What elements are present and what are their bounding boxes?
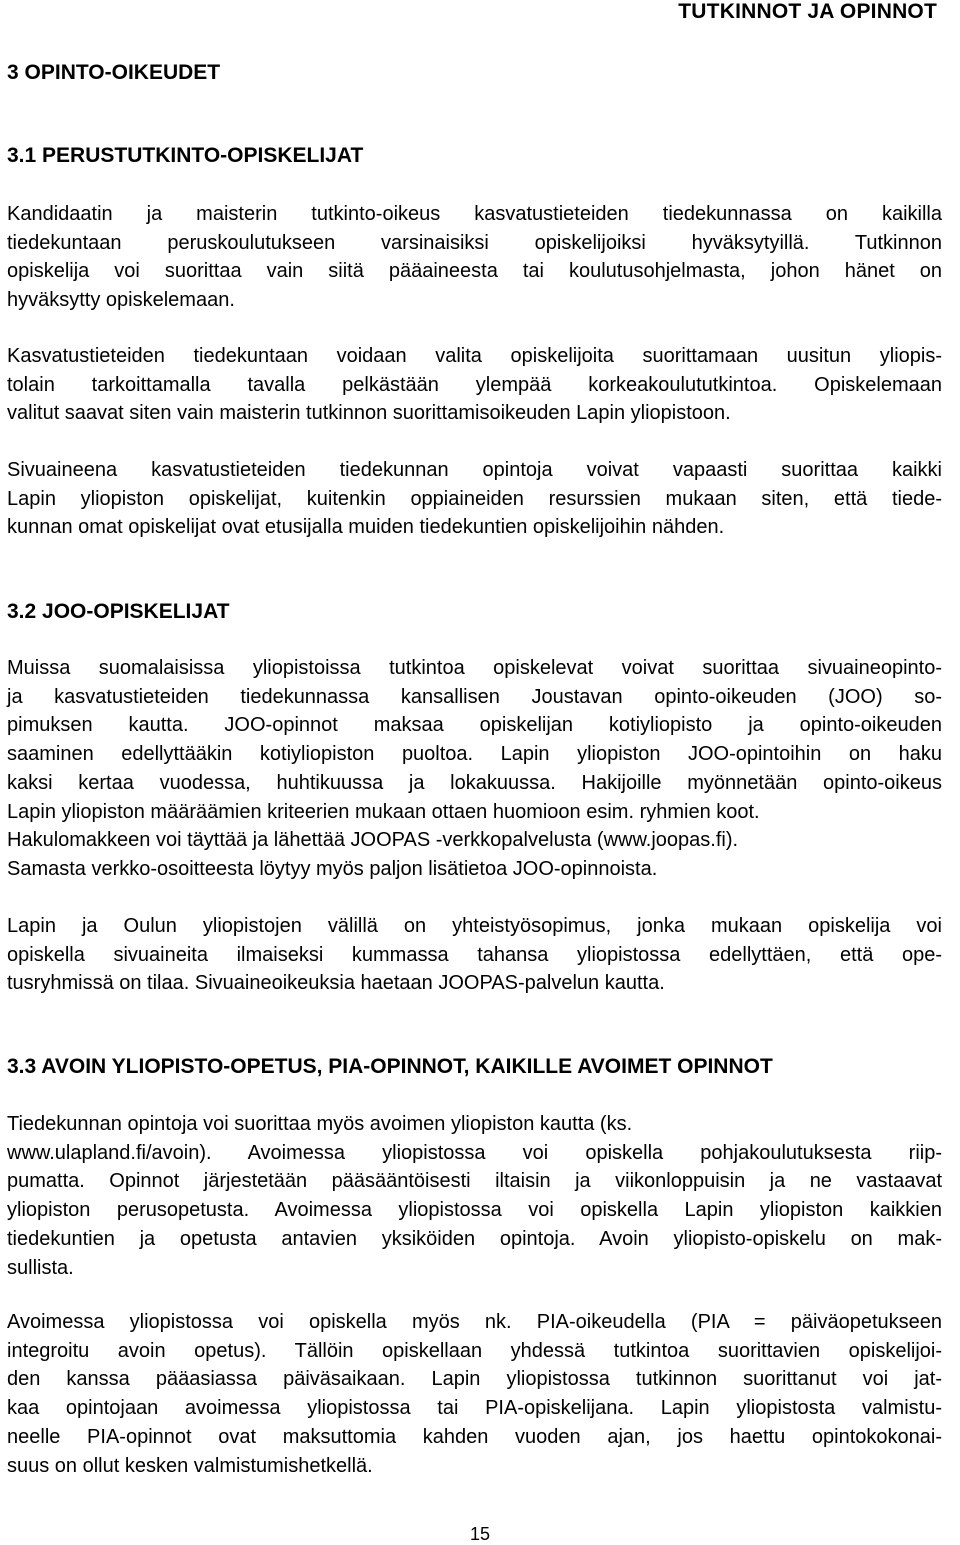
text-line: integroitu avoin opetus). Tällöin opiskellaan yhdessä tutkintoa suorittavien opiskelijoi- [7,1339,942,1362]
section-heading: 3.3 AVOIN YLIOPISTO-OPETUS, PIA-OPINNOT, KAIKILLE AVOIMET OPINNOT [7,1055,773,1078]
text-line: www.ulapland.fi/avoin). Avoimessa yliopistossa voi opiskella pohjakoulutuksesta riip- [7,1141,942,1164]
text-line: ja kasvatustieteiden tiedekunnassa kansallisen Joustavan opinto-oikeuden (JOO) so- [7,685,942,708]
text-line: Hakulomakkeen voi täyttää ja lähettää JOOPAS -verkkopalvelusta (www.joopas.fi). [7,829,739,852]
text-line: valitut saavat siten vain maisterin tutkinnon suorittamisoikeuden Lapin yliopistoon. [7,402,731,425]
text-line: den kanssa pääasiassa päiväsaikaan. Lapin yliopistossa tutkinnon suorittanut voi jat- [7,1368,942,1391]
text-line: yliopiston perusopetusta. Avoimessa yliopistossa voi opiskella Lapin yliopiston kaikkien [7,1199,942,1222]
running-header: TUTKINNOT JA OPINNOT [678,0,937,23]
text-line: tusryhmissä on tilaa. Sivuaineoikeuksia haetaan JOOPAS-palvelun kautta. [7,972,665,995]
text-line: kaksi kertaa vuodessa, huhtikuussa ja lokakuussa. Hakijoille myönnetään opinto-oikeus [7,771,942,794]
text-line: saaminen edellyttääkin kotiyliopiston puoltoa. Lapin yliopiston JOO-opintoihin on haku [7,743,942,766]
text-line: Kasvatustieteiden tiedekuntaan voidaan valita opiskelijoita suorittamaan uusitun yliopis- [7,345,942,367]
section-heading: 3.2 JOO-OPISKELIJAT [7,600,230,623]
text-line: Kandidaatin ja maisterin tutkinto-oikeus kasvatustieteiden tiedekunnassa on kaikilla [7,203,942,225]
text-line: suus on ollut kesken valmistumishetkellä. [7,1454,373,1477]
text-line: tiedekuntien ja opetusta antavien yksiköiden opintoja. Avoin yliopisto-opiskelu on mak- [7,1227,942,1250]
text-line: Samasta verkko-osoitteesta löytyy myös paljon lisätietoa JOO-opinnoista. [7,857,658,880]
section-heading: 3.1 PERUSTUTKINTO-OPISKELIJAT [7,144,364,167]
text-line: hyväksytty opiskelemaan. [7,289,235,312]
paragraph [7,1308,942,1480]
text-line: pumatta. Opinnot järjestetään pääsääntöisesti iltaisin ja viikonloppuisin ja ne vastaavat [7,1170,942,1193]
text-line: tolain tarkoittamalla tavalla pelkästään ylempää korkeakoulututkintoa. Opiskelemaan [7,373,942,396]
chapter-title: 3 OPINTO-OIKEUDET [7,61,221,84]
text-line: opiskella sivuaineita ilmaiseksi kummassa tahansa yliopistossa edellyttäen, että ope- [7,943,942,966]
text-line: pimuksen kautta. JOO-opinnot maksaa opiskelijan kotiyliopisto ja opinto-oikeuden [7,714,942,737]
text-line: sullista. [7,1256,74,1279]
page-number: 15 [469,1524,491,1544]
text-line: Lapin yliopiston määräämien kriteerien mukaan ottaen huomioon esim. ryhmien koot. [7,800,760,823]
text-line: Muissa suomalaisissa yliopistoissa tutkintoa opiskelevat voivat suorittaa sivuaineopinto- [7,657,942,679]
text-line: Avoimessa yliopistossa voi opiskella myös nk. PIA-oikeudella (PIA = päiväopetukseen [7,1311,942,1333]
paragraph [7,456,942,542]
paragraph [7,200,942,315]
text-line: neelle PIA-opinnot ovat maksuttomia kahden vuoden ajan, jos haettu opintokokonai- [7,1425,942,1448]
text-line: kaa opintojaan avoimessa yliopistossa tai PIA-opiskelijana. Lapin yliopistosta valmistu- [7,1397,942,1420]
text-line: opiskelija voi suorittaa vain siitä pääaineesta tai koulutusohjelmasta, johon hänet on [7,260,942,283]
text-line: kunnan omat opiskelijat ovat etusijalla muiden tiedekuntien opiskelijoihin nähden. [7,516,725,539]
text-line: Sivuaineena kasvatustieteiden tiedekunnan opintoja voivat vapaasti suorittaa kaikki [7,459,942,481]
text-line: Lapin yliopiston opiskelijat, kuitenkin oppiaineiden resurssien mukaan siten, että tiede- [7,487,942,510]
paragraph [7,342,942,428]
text-line: tiedekuntaan peruskoulutukseen varsinaisiksi opiskelijoiksi hyväksytyillä. Tutkinnon [7,231,942,254]
paragraph [7,1110,942,1282]
paragraph [7,654,942,884]
text-line: Tiedekunnan opintoja voi suorittaa myös avoimen yliopiston kautta (ks. [7,1113,633,1135]
paragraph [7,912,942,998]
text-line: Lapin ja Oulun yliopistojen välillä on yhteistyösopimus, jonka mukaan opiskelija voi [7,915,942,937]
